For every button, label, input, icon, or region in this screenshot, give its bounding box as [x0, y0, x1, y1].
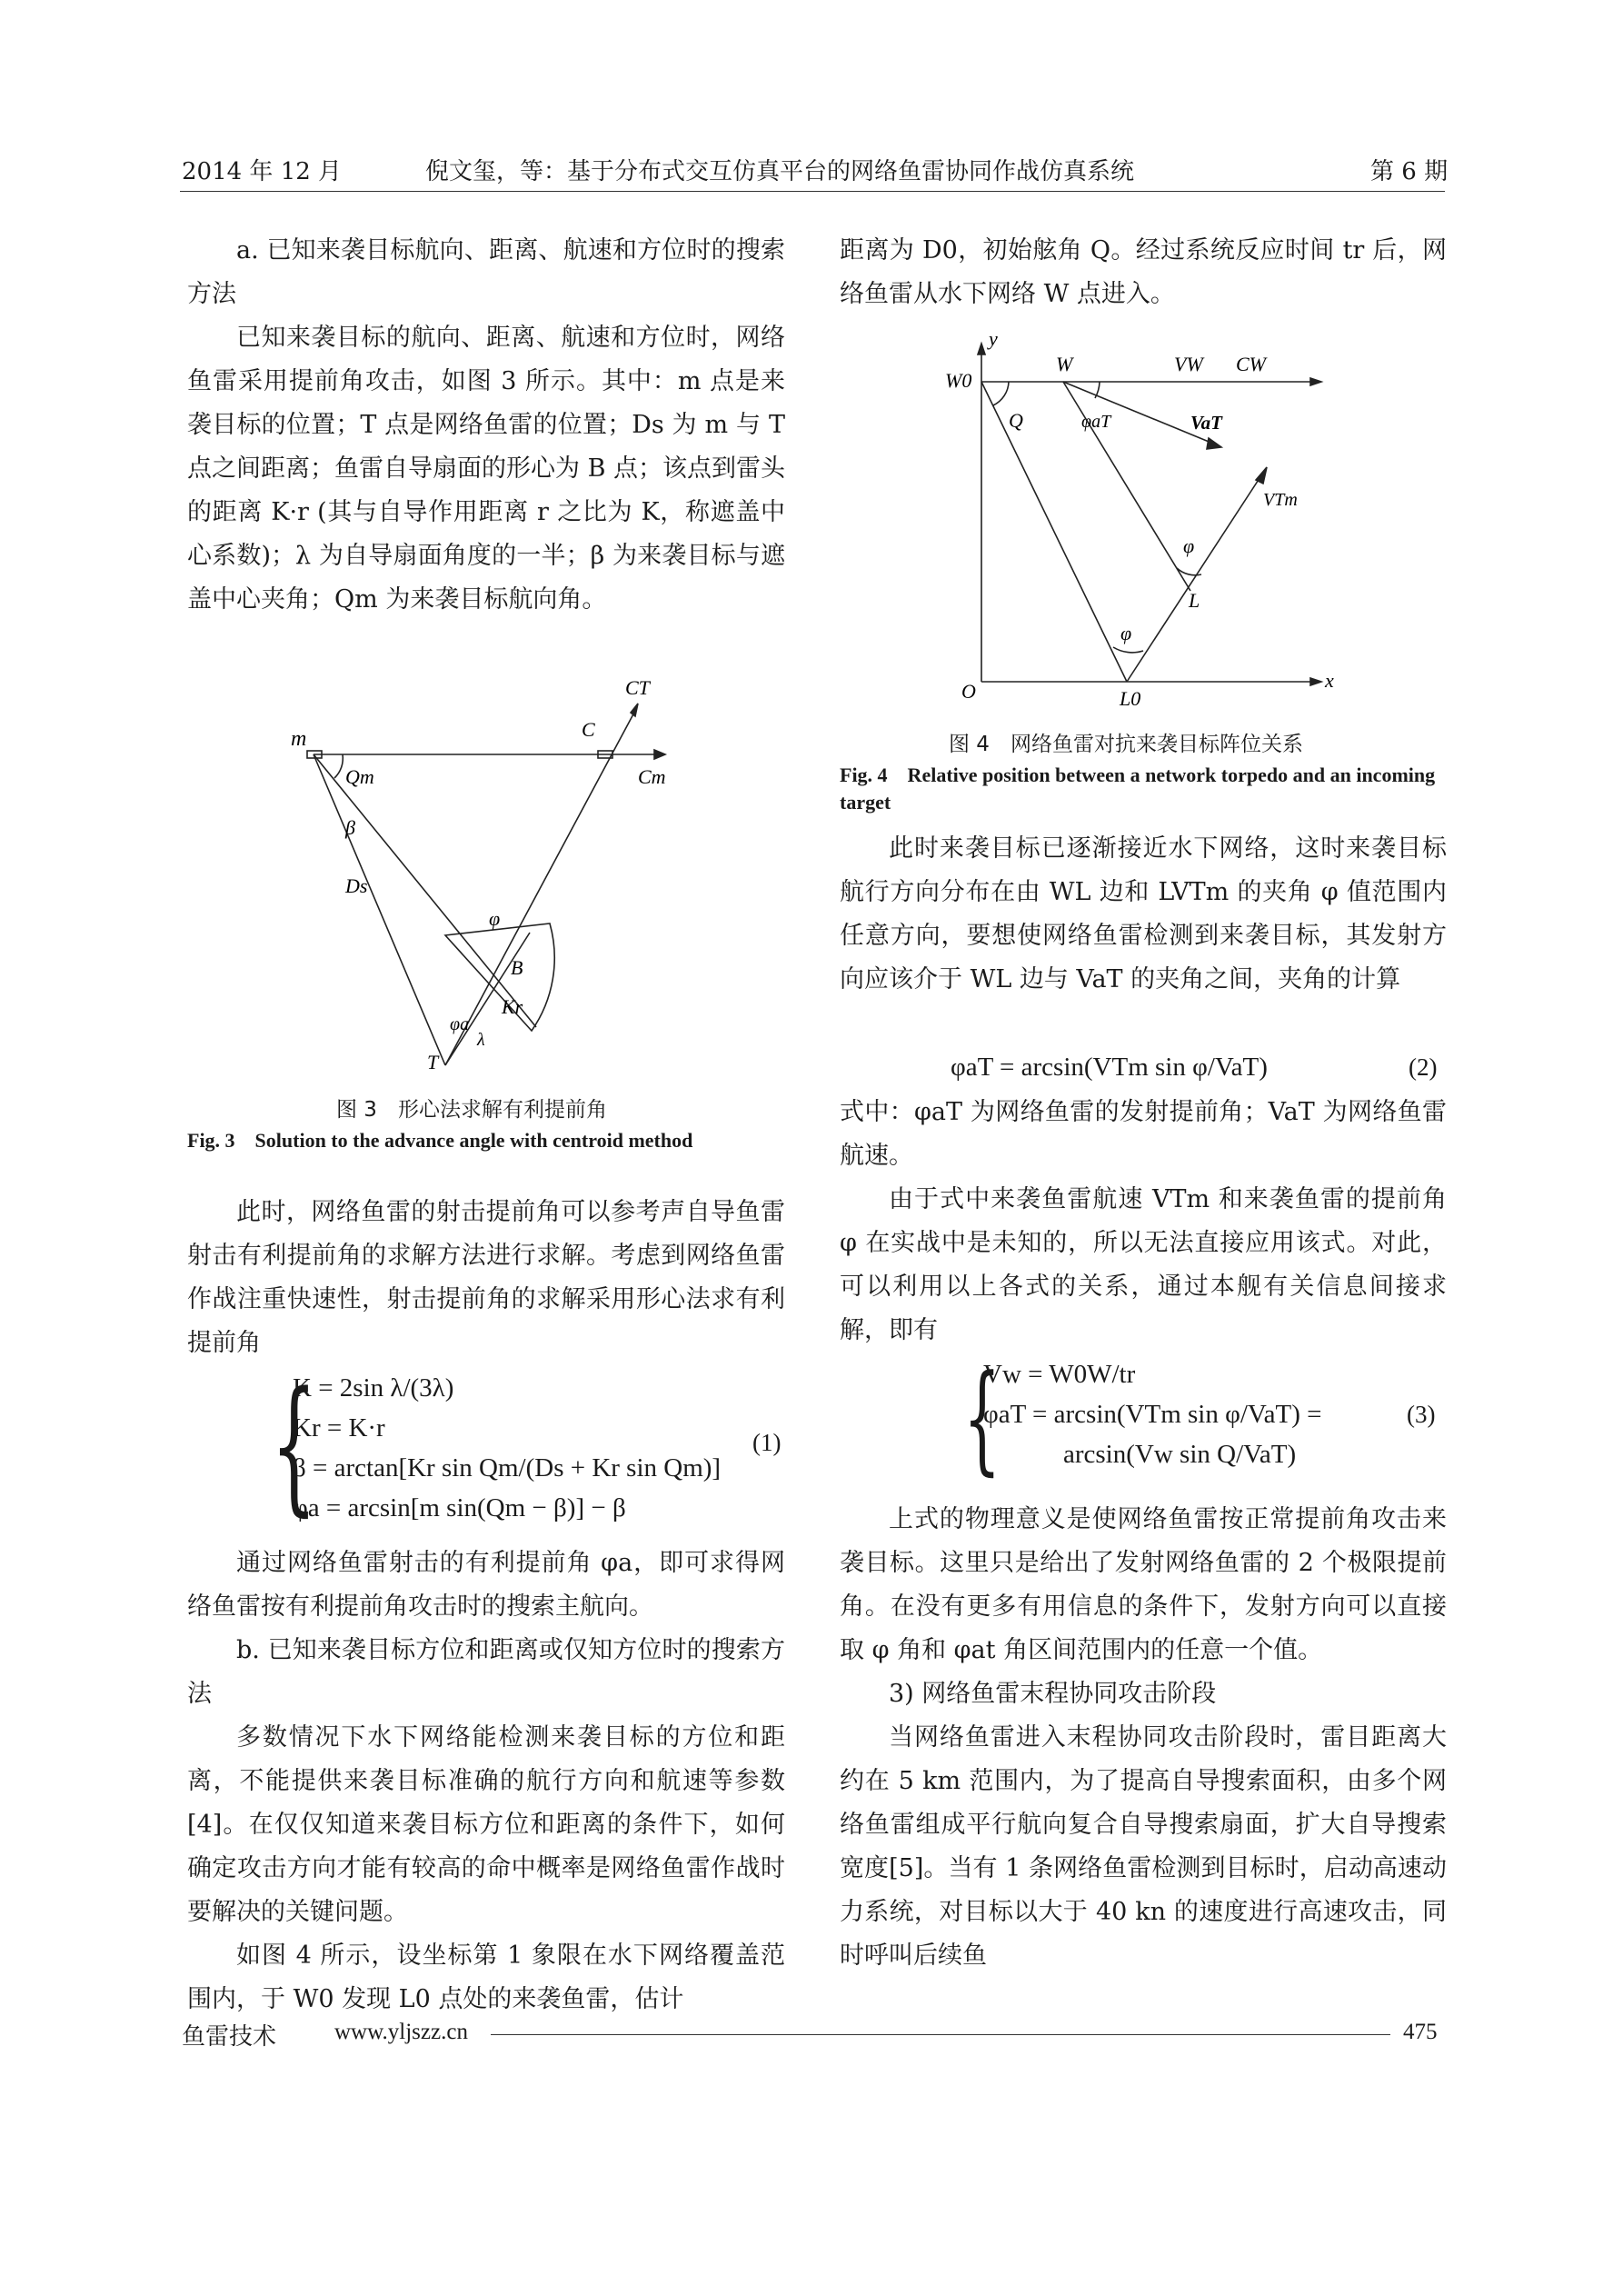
eq3-number: (3) — [1407, 1401, 1436, 1428]
fig3-label: m — [291, 727, 307, 751]
brace: { — [271, 1360, 317, 1530]
paragraph: 式中：φaT 为网络鱼雷的发射提前角；VaT 为网络鱼雷航速。 — [840, 1098, 1447, 1170]
figure-3 — [291, 673, 691, 1082]
fig4-caption-en: Fig. 4 Relative position between a network torpedo and an incoming target — [840, 764, 1436, 814]
eq2-body: φaT = arcsin(VTm sin φ/VaT) — [951, 1053, 1268, 1082]
paragraph: 通过网络鱼雷射击的有利提前角 φa，即可求得网络鱼雷按有利提前角攻击时的搜索主航向。 — [187, 1549, 785, 1621]
eq1-line: β = arctan[Kr sin Qm/(Ds + Kr sin Qm)] — [293, 1453, 722, 1482]
equation-2 — [951, 1047, 1447, 1087]
left-column-2 — [187, 1191, 785, 1365]
fig4-label: y — [989, 327, 998, 350]
fig3-label: Kr — [502, 995, 523, 1018]
fig4-label: φaT — [1081, 412, 1111, 432]
fig4-label: O — [961, 680, 976, 703]
fig4-label: CW — [1236, 353, 1266, 375]
footer-rule — [491, 2034, 1390, 2035]
eq3-line: φaT = arcsin(VTm sin φ/VaT) = — [983, 1400, 1322, 1429]
fig4-diagram — [945, 327, 1345, 718]
heading-a: a. 已知来袭目标航向、距离、航速和方位时的搜索方法 — [187, 236, 785, 308]
eq3-line: arcsin(Vw sin Q/VaT) — [1063, 1440, 1297, 1469]
figure-4 — [945, 327, 1345, 718]
fig4-caption-cn: 图 4 网络鱼雷对抗来袭目标阵位关系 — [949, 733, 1303, 756]
heading-3: 3) 网络鱼雷末程协同攻击阶段 — [889, 1680, 1217, 1708]
fig4-label: L0 — [1120, 687, 1141, 710]
fig3-label: CT — [625, 676, 650, 699]
paragraph: 当网络鱼雷进入末程协同攻击阶段时，雷目距离大约在 5 km 范围内，为了提高自导搜索面积，由多个网络鱼雷组成平行航向复合自导搜索扇面，扩大自导搜索宽度[5]。当有 1 条网络鱼雷检测到目标时，启动高速动力系统，对目标以大于 40 kn 的速度进行高速攻击，同时呼叫后续鱼 — [840, 1723, 1447, 1970]
fig3-label: λ — [477, 1030, 485, 1050]
fig4-label: VW — [1174, 353, 1203, 375]
fig4-label: VTm — [1263, 490, 1298, 510]
fig3-caption-cn: 图 3 形心法求解有利提前角 — [336, 1098, 607, 1122]
footer-journal: 鱼雷技术 — [182, 2023, 277, 2051]
paragraph: 多数情况下水下网络能检测来袭目标的方位和距离，不能提供来袭目标准确的航行方向和航速等参数[4]。在仅仅知道来袭目标方位和距离的条件下，如何确定攻击方向才能有较高的命中概率是网络鱼雷作战时要解决的关键问题。 — [187, 1723, 785, 1926]
heading-b: b. 已知来袭目标方位和距离或仅知方位时的搜索方法 — [187, 1636, 785, 1708]
fig4-label: x — [1325, 669, 1334, 692]
eq2-number: (2) — [1409, 1053, 1438, 1081]
fig4-label: VaT — [1190, 412, 1223, 434]
fig3-label: φa — [450, 1014, 470, 1034]
left-column-3 — [187, 1542, 785, 2021]
header-title: 倪文玺，等：基于分布式交互仿真平台的网络鱼雷协同作战仿真系统 — [425, 158, 1135, 185]
fig4-label: φ — [1183, 534, 1195, 557]
header-rule — [180, 191, 1445, 192]
fig3-label: Ds — [345, 874, 368, 897]
eq1-line: Kr = K·r — [293, 1413, 385, 1442]
fig3-caption-en: Fig. 3 Solution to the advance angle with centroid method — [187, 1129, 693, 1152]
paragraph: 如图 4 所示，设坐标第 1 象限在水下网络覆盖范围内，于 W0 发现 L0 点处的来袭鱼雷，估计 — [187, 1942, 785, 2013]
fig3-diagram — [291, 673, 691, 1082]
eq3-line: Vw = W0W/tr — [983, 1360, 1136, 1389]
header-issue: 第 6 期 — [1370, 158, 1449, 185]
header-date: 2014 年 12 月 — [182, 158, 343, 185]
fig3-label: C — [582, 718, 595, 741]
paragraph: 此时，网络鱼雷的射击提前角可以参考声自导鱼雷射击有利提前角的求解方法进行求解。考虑到网络鱼雷作战注重快速性，射击提前角的求解采用形心法求有利提前角 — [187, 1198, 785, 1357]
paragraph: 由于式中来袭鱼雷航速 VTm 和来袭鱼雷的提前角 φ 在实战中是未知的，所以无法直接应用该式。对此，可以利用以上各式的关系，通过本舰有关信息间接求解，即有 — [840, 1185, 1447, 1344]
fig3-label: Qm — [345, 765, 374, 788]
fig4-label: φ — [1120, 622, 1132, 644]
eq1-number: (1) — [752, 1429, 782, 1456]
eq1-line: φa = arcsin[m sin(Qm − β)] − β — [293, 1493, 626, 1522]
fig4-label: W — [1056, 353, 1073, 375]
footer-page: 475 — [1403, 2020, 1438, 2044]
brace: { — [963, 1349, 1001, 1487]
paragraph: 此时来袭目标已逐渐接近水下网络，这时来袭目标航行方向分布在由 WL 边和 LVTm 的夹角 φ 值范围内任意方向，要想使网络鱼雷检测到来袭目标，其发射方向应该介于 WL 边与 VaT 的夹角之间，夹角的计算 — [840, 834, 1447, 993]
fig3-label: T — [427, 1051, 439, 1073]
paragraph: 距离为 D0，初始舷角 Q。经过系统反应时间 tr 后，网络鱼雷从水下网络 W 点进入。 — [840, 236, 1447, 308]
right-column-4 — [840, 1498, 1447, 1978]
fig3-label: Cm — [638, 765, 666, 788]
fig3-label: φ — [489, 907, 501, 930]
paragraph: 已知来袭目标的航向、距离、航速和方位时，网络鱼雷采用提前角攻击，如图 3 所示。其中：m 点是来袭目标的位置；T 点是网络鱼雷的位置；Ds 为 m 与 T 点之间距离；鱼雷自导扇面的形心为 B 点；该点到雷头的距离 K·r (其与自导作用距离 r 之比为 K，称遮盖中心系数)；λ 为自导扇面角度的一半；β 为来袭目标与遮盖中心夹角；Qm 为来袭目标航向角。 — [187, 324, 786, 614]
left-column — [187, 229, 785, 622]
fig4-label: W0 — [945, 369, 972, 392]
eq1-line: K = 2sin λ/(3λ) — [293, 1373, 454, 1403]
fig4-label: L — [1189, 589, 1200, 612]
paragraph: 上式的物理意义是使网络鱼雷按正常提前角攻击来袭目标。这里只是给出了发射网络鱼雷的 2 个极限提前角。在没有更多有用信息的条件下，发射方向可以直接取 φ 角和 φat 角区间范围内的任意一个值。 — [840, 1505, 1447, 1664]
fig3-label: β — [345, 816, 355, 839]
footer-url: www.yljszz.cn — [334, 2020, 468, 2044]
fig4-label: Q — [1009, 409, 1023, 432]
fig3-label: B — [511, 956, 523, 979]
right-column — [840, 229, 1447, 316]
right-column-3 — [840, 1091, 1447, 1353]
right-column-2 — [840, 827, 1447, 1002]
